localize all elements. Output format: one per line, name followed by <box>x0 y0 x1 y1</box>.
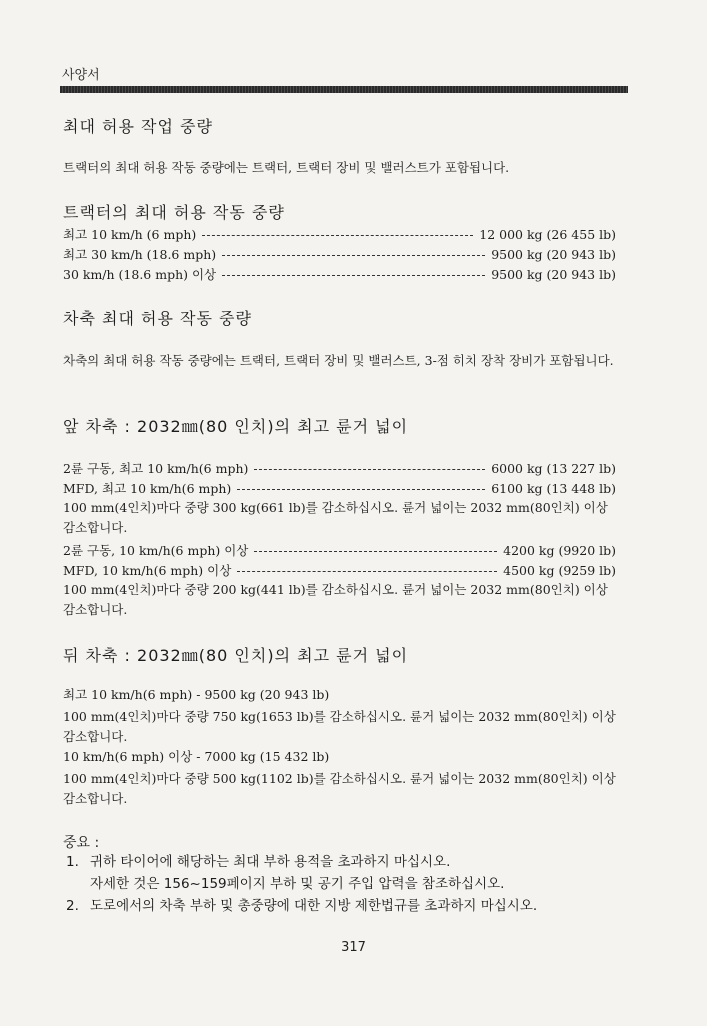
spec-value: 9500 kg (20 943 lb) <box>491 266 616 282</box>
item-number: 1. <box>66 854 79 870</box>
paragraph-rear-note-2: 100 mm(4인치)마다 중량 500 kg(1102 lb)를 감소하십시오. 륜거 넓이는 2032 mm(80인치) 이상 감소합니다. <box>63 771 616 806</box>
spec-value: 4200 kg (9920 lb) <box>503 542 616 558</box>
spec-row <box>63 225 616 243</box>
spec-value: 6000 kg (13 227 lb) <box>491 460 616 476</box>
paragraph-front-note-1: 100 mm(4인치)마다 중량 300 kg(661 lb)를 감소하십시오. 륜거 넓이는 2032 mm(80인치) 이상 감소합니다. <box>63 500 608 535</box>
dashed-leader <box>254 469 485 470</box>
spec-row <box>63 479 616 497</box>
spec-label: 2륜 구동, 10 km/h(6 mph) 이상 <box>63 543 249 558</box>
spec-value: 6100 kg (13 448 lb) <box>491 480 616 496</box>
spec-value: 12 000 kg (26 455 lb) <box>479 226 616 242</box>
page-number: 317 <box>341 940 366 955</box>
item-text: 귀하 타이어에 해당하는 최대 부하 용적을 초과하지 마십시오. <box>90 854 451 870</box>
rear-line-1: 최고 10 km/h(6 mph) - 9500 kg (20 943 lb) <box>63 687 330 702</box>
dashed-leader <box>222 275 485 276</box>
important-item-sub: 자세한 것은 156~159페이지 부하 및 공기 주입 압력을 참조하십시오. <box>90 876 505 892</box>
paragraph-max-work-weight: 트랙터의 최대 허용 작동 중량에는 트랙터, 트랙터 장비 및 밸러스트가 포함됩니다. <box>63 160 510 175</box>
header-title: 사양서 <box>62 68 100 83</box>
spec-row <box>63 245 616 263</box>
spec-value: 9500 kg (20 943 lb) <box>491 246 616 262</box>
spec-label: 최고 10 km/h (6 mph) <box>63 227 197 242</box>
dashed-leader <box>254 551 497 552</box>
spec-value: 4500 kg (9259 lb) <box>503 562 616 578</box>
paragraph-rear-note-1: 100 mm(4인치)마다 중량 750 kg(1653 lb)를 감소하십시오. 륜거 넓이는 2032 mm(80인치) 이상 감소합니다. <box>63 709 616 744</box>
section-title-max-work-weight: 최대 허용 작업 중량 <box>63 117 213 136</box>
spec-label: 2륜 구동, 최고 10 km/h(6 mph) <box>63 461 249 476</box>
spec-row <box>63 541 616 559</box>
spec-label: 최고 30 km/h (18.6 mph) <box>63 247 217 262</box>
spec-label: 30 km/h (18.6 mph) 이상 <box>63 267 217 282</box>
spec-row <box>63 459 616 477</box>
item-number: 2. <box>66 898 79 914</box>
dashed-leader <box>237 489 485 490</box>
important-item <box>66 851 626 873</box>
dashed-leader <box>237 571 497 572</box>
important-title: 중요 : <box>63 835 100 851</box>
header-rule <box>60 86 628 93</box>
section-title-tractor: 트랙터의 최대 허용 작동 중량 <box>63 203 285 222</box>
spec-row <box>63 265 616 283</box>
paragraph-front-note-2: 100 mm(4인치)마다 중량 200 kg(441 lb)를 감소하십시오. 륜거 넓이는 2032 mm(80인치) 이상 감소합니다. <box>63 582 608 617</box>
section-title-front-axle: 앞 차축 : 2032㎜(80 인치)의 최고 륜거 넓이 <box>63 417 409 436</box>
item-text: 도로에서의 차축 부하 및 총중량에 대한 지방 제한법규를 초과하지 마십시오. <box>90 898 538 914</box>
spec-label: MFD, 10 km/h(6 mph) 이상 <box>63 563 232 578</box>
dashed-leader <box>222 255 485 256</box>
section-title-rear-axle: 뒤 차축 : 2032㎜(80 인치)의 최고 륜거 넓이 <box>63 646 409 665</box>
dashed-leader <box>202 235 473 236</box>
spec-row <box>63 561 616 579</box>
rear-line-2: 10 km/h(6 mph) 이상 - 7000 kg (15 432 lb) <box>63 749 330 764</box>
section-title-axle: 차축 최대 허용 작동 중량 <box>63 309 252 328</box>
spec-label: MFD, 최고 10 km/h(6 mph) <box>63 481 232 496</box>
important-item <box>66 895 626 917</box>
paragraph-axle: 차축의 최대 허용 작동 중량에는 트랙터, 트랙터 장비 및 밸러스트, 3-점 히치 장착 장비가 포함됩니다. <box>63 353 614 368</box>
